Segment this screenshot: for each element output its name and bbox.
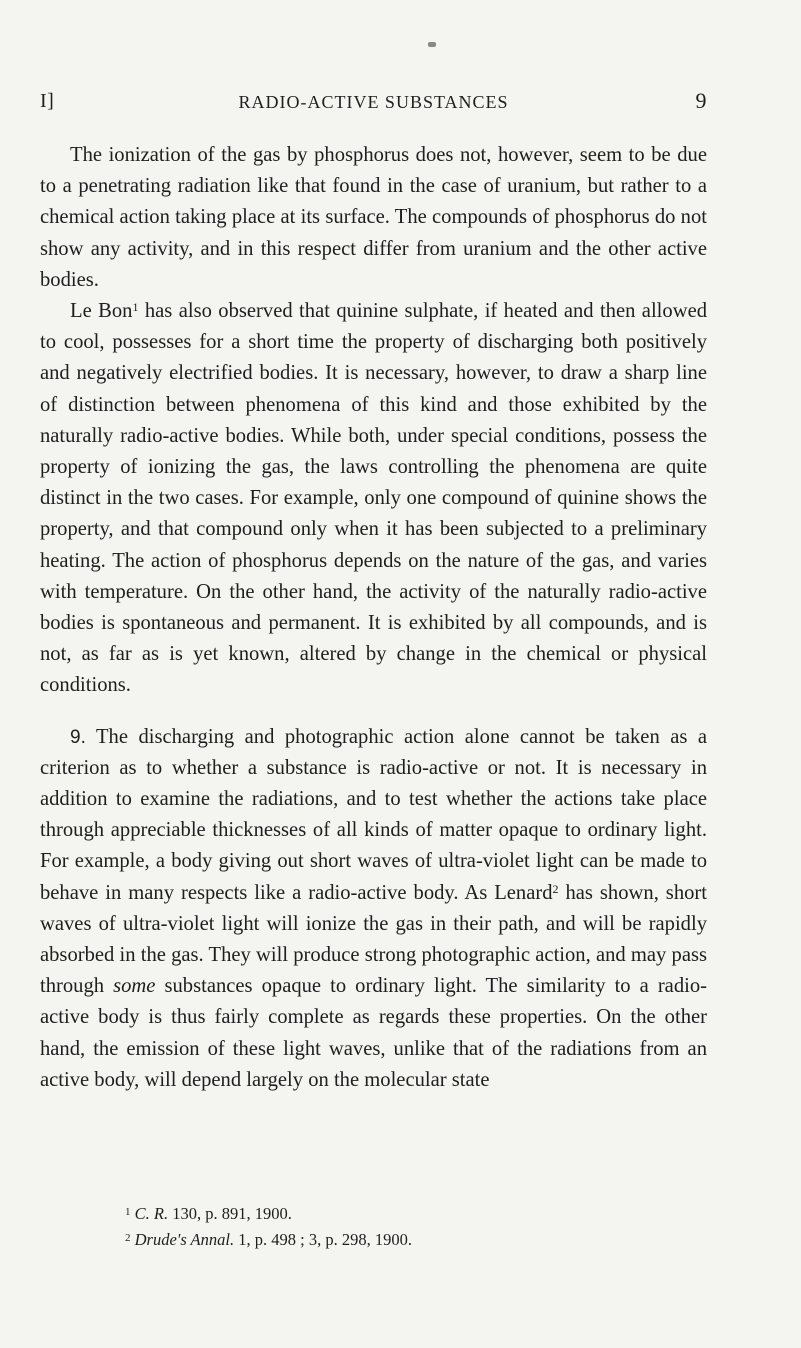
emphasis-some: some (113, 975, 156, 998)
footnote-2 (40, 1227, 707, 1253)
chapter-marker: I] (40, 90, 55, 112)
paragraph-2-start: Le Bon (70, 300, 133, 323)
footnote-1-source: C. R. (134, 1204, 169, 1223)
footnote-2-citation: 1, p. 498 ; 3, p. 298, 1900. (234, 1230, 412, 1249)
footnote-ref-1: 1 (132, 300, 139, 315)
footnote-1 (40, 1201, 707, 1227)
section-number: 9. (70, 726, 86, 748)
paragraph-3-end: substances opaque to ordinary light. The similarity to a radio-active body is thus fairly complete as regards these properties. On the other hand, the emission of these light waves, unlike that of the radiations from an active body, will depend largely on the molecular state (40, 975, 707, 1091)
paragraph-2-rest: has also observed that quinine sulphate, if heated and then allowed to cool, possesses for a short time the property of discharging both positively and negatively electrified bodies. It is necessary, however, to draw a sharp line of distinction between phenomena of this kind and those exhibited by the naturally radio-active bodies. While both, under special conditions, possess the property of ionizing the gas, the laws controlling the phenomena are quite distinct in the two cases. For example, only one compound of quinine shows the property, and that compound only when it has been subjected to a preliminary heating. The action of phosphorus depends on the nature of the gas, and varies with temperature. On the other hand, the activity of the naturally radio-active bodies is spontaneous and permanent. It is exhibited by all compounds, and is not, as far as is yet known, altered by change in the chemical or physical conditions. (40, 300, 708, 697)
running-header (40, 90, 707, 122)
faint-marginal-stamp: ​ (709, 719, 712, 734)
running-title: RADIO-ACTIVE SUBSTANCES (238, 92, 509, 112)
ink-speck (428, 42, 436, 47)
paragraph-3-start: The discharging and photographic action alone cannot be taken as a criterion as to whether a substance is radio-active or not. It is necessary in addition to examine the radiations, and to test whether the actions take place through appreciable thicknesses of all kinds of matter opaque to ordinary light. For example, a body giving out short waves of ultra-violet light can be made to behave in many respects like a radio-active body. As Lenard (40, 725, 707, 904)
footnote-1-mark: 1 (125, 1206, 131, 1218)
footnote-ref-2: 2 (552, 881, 559, 896)
body-text (40, 140, 707, 1096)
paragraph-1: The ionization of the gas by phosphorus does not, however, seem to be due to a penetrating radiation like that found in the case of uranium, but rather to a chemical action taking place at its surface. The compounds of phosphorus do not show any activity, and in this respect differ from uranium and the other active bodies. (40, 144, 707, 291)
footnote-2-mark: 2 (125, 1232, 131, 1244)
paragraph-3-mid: has shown, short waves of ultra-violet light will ionize the gas in their path, and will be rapidly absorbed in the gas. They will produce strong photographic action, and may pass through (40, 881, 707, 998)
footnotes (40, 1201, 707, 1253)
footnote-1-citation: 130, p. 891, 1900. (168, 1204, 292, 1223)
paragraph-3 (40, 722, 707, 1096)
footnote-2-source: Drude's Annal. (134, 1230, 235, 1249)
page-number: 9 (695, 88, 707, 113)
paragraph-2 (40, 296, 707, 702)
